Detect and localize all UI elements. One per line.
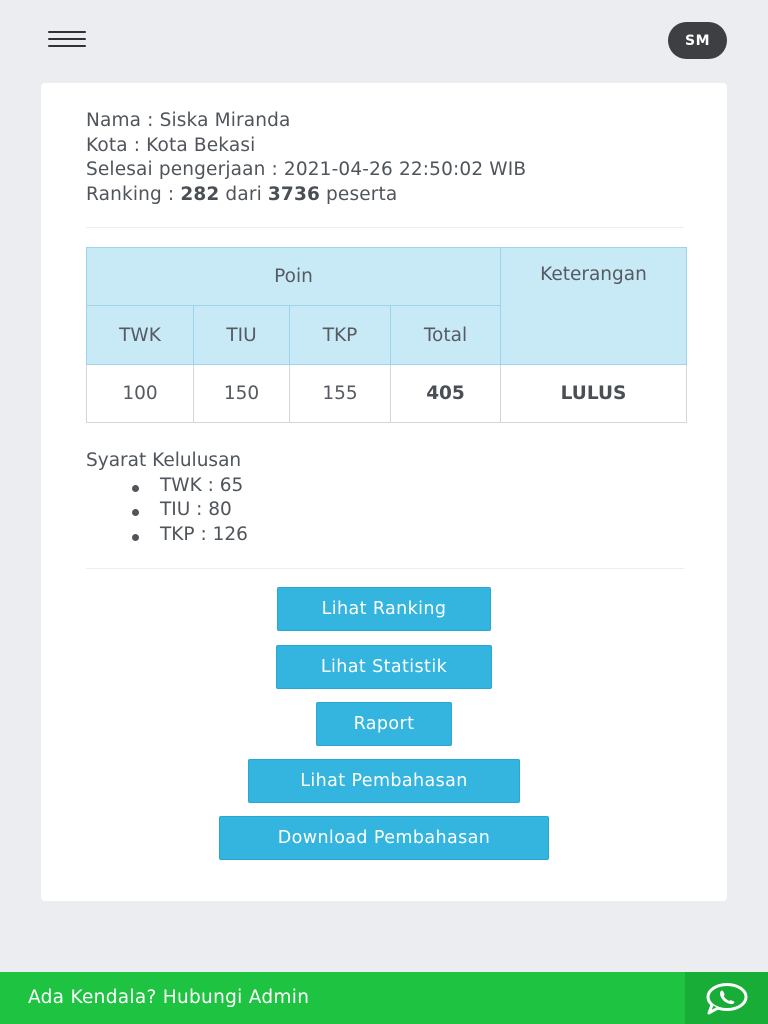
contact-admin-link[interactable]: Ada Kendala? Hubungi Admin (28, 987, 310, 1008)
lihat-statistik-button[interactable]: Lihat Statistik (276, 645, 492, 689)
menu-line (48, 31, 86, 33)
kota-label: Kota : (86, 134, 147, 156)
help-footer-bar (0, 972, 768, 1024)
menu-line (48, 38, 86, 40)
ranking-suffix: peserta (320, 183, 398, 205)
kota-value: Kota Bekasi (146, 134, 256, 156)
ranking-dari: dari (219, 183, 268, 205)
ranking-value: 282 (180, 183, 220, 205)
nama-value: Siska Miranda (159, 110, 291, 131)
top-bar (0, 0, 768, 80)
keterangan-header: Keterangan (501, 248, 687, 365)
divider (86, 568, 684, 569)
score-table (86, 247, 687, 423)
divider (86, 227, 684, 228)
ranking-label: Ranking : (86, 183, 181, 205)
value-twk: 100 (87, 365, 194, 423)
syarat-item: TIU : 80 (86, 498, 486, 523)
lihat-ranking-button[interactable]: Lihat Ranking (277, 587, 491, 631)
syarat-item: TWK : 65 (86, 474, 486, 499)
selesai-line (86, 158, 686, 183)
kota-line (86, 134, 686, 159)
syarat-list (86, 474, 486, 548)
ranking-total: 3736 (267, 183, 320, 205)
keterangan-value: LULUS (501, 365, 687, 423)
col-header-total: Total (391, 306, 501, 365)
value-tiu: 150 (194, 365, 290, 423)
selesai-label: Selesai pengerjaan : (86, 159, 284, 180)
value-total: 405 (391, 365, 501, 423)
syarat-item: TKP : 126 (86, 523, 486, 548)
syarat-kelulusan (86, 449, 486, 547)
result-card (41, 83, 727, 901)
col-header-twk: TWK (87, 306, 194, 365)
menu-line (48, 45, 86, 47)
profile-info (86, 109, 686, 207)
download-pembahasan-button[interactable]: Download Pembahasan (219, 816, 549, 860)
poin-header: Poin (87, 248, 501, 306)
syarat-title: Syarat Kelulusan (86, 450, 242, 471)
lihat-pembahasan-button[interactable]: Lihat Pembahasan (248, 759, 520, 803)
avatar[interactable]: SM (668, 22, 727, 59)
selesai-value: 2021-04-26 22:50:02 WIB (283, 159, 527, 180)
hamburger-menu-icon[interactable] (48, 30, 86, 50)
whatsapp-icon (704, 981, 750, 1015)
ranking-line (86, 183, 686, 208)
col-header-tkp: TKP (290, 306, 391, 365)
whatsapp-button[interactable] (685, 972, 768, 1024)
value-tkp: 155 (290, 365, 391, 423)
col-header-tiu: TIU (194, 306, 290, 365)
nama-line (86, 109, 686, 134)
raport-button[interactable]: Raport (316, 702, 452, 746)
nama-label: Nama : (86, 110, 160, 131)
